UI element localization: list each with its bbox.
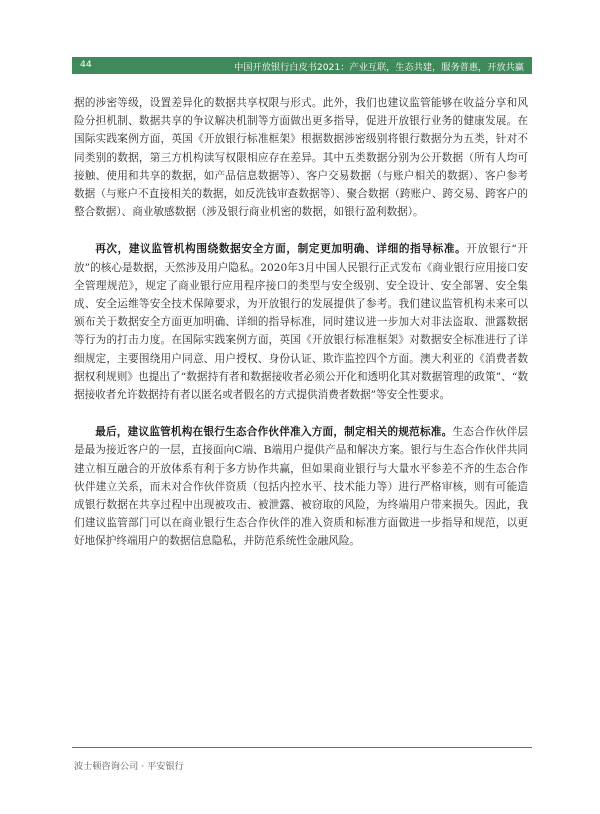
paragraph-3 [74, 423, 528, 550]
header-bar [72, 57, 532, 74]
footer-divider [72, 747, 532, 748]
footer-credit: 波士顿咨询公司 · 平安银行 [74, 761, 184, 772]
paragraph-2-lead: 再次，建议监管机构围绕数据安全方面，制定更加明确、详细的指导标准。 [95, 243, 467, 256]
page-number: 44 [80, 59, 92, 70]
paragraph-2-text: 开放银行“开放”的核心是数据，天然涉及用户隐私。2020年3月中国人民银行正式发布《商业银行应用接口安全管理规范》，规定了商业银行应用程序接口的类型与安全级别、安全设计、安全部署、安全集成、安全运维等安全技术保障要求，为开放银行的发展提供了参考。我们建议监管机构未来可以颁布关于数据安全方面更加明确、详细的指导标准，同时建议进一步加大对非法盗取、泄露数据等行为的打击力度。在国际实践案例方面，英国《开放银行标准框架》对数据安全标准进行了详细规定，主要围绕用户同意、用户授权、身份认证、欺诈监控四个方面。澳大利亚的《消费者数据权利规则》也提出了“数据持有者和数据接收者必须公开化和透明化其对数据管理的政策”、“数据接收者允许数据持有者以匿名或者假名的方式提供消费者数据”等安全性要求。 [74, 243, 528, 402]
body-content [74, 94, 528, 570]
paragraph-3-text: 生态合作伙伴层是最为接近客户的一层，直接面向C端、B端用户提供产品和解决方案。银行与生态合作伙伴共同建立相互融合的开放体系有利于多方协作共赢，但如果商业银行与大量水平参差不齐的生态合作伙伴建立关系，而未对合作伙伴资质（包括内控水平、技术能力等）进行严格审核，则有可能造成银行数据在共享过程中出现被攻击、被泄露、被窃取的风险，为终端用户带来损失。因此，我们建议监管部门可以在商业银行生态合作伙伴的准入资质和标准方面做进一步指导和规范，以更好地保护终端用户的数据信息隐私，并防范系统性金融风险。 [74, 426, 529, 548]
paragraph-1 [74, 94, 528, 221]
paragraph-3-lead: 最后，建议监管机构在银行生态合作伙伴准入方面，制定相关的规范标准。 [95, 426, 453, 439]
paragraph-2 [74, 240, 528, 404]
document-title: 中国开放银行白皮书2021：产业互联，生态共建，服务普惠，开放共赢 [234, 62, 524, 73]
paragraph-1-text: 据的涉密等级，设置差异化的数据共享权限与形式。此外，我们也建议监管能够在收益分享和风险分担机制、数据共享的争议解决机制等方面做出更多指导，促进开放银行业务的健康发展。在国际实践案例方面，英国《开放银行标准框架》根据数据涉密级别将银行数据分为五类，针对不同类别的数据，第三方机构读写权限相应存在差异。其中五类数据分别为公开数据（所有人均可接触、使用和共享的数据，如产品信息数据等）、客户交易数据（与账户相关的数据）、客户参考数据（与账户不直接相关的数据，如反洗钱审查数据等）、聚合数据（跨账户、跨交易、跨客户的整合数据）、商业敏感数据（涉及银行商业机密的数据，如银行盈利数据）。 [74, 97, 528, 219]
